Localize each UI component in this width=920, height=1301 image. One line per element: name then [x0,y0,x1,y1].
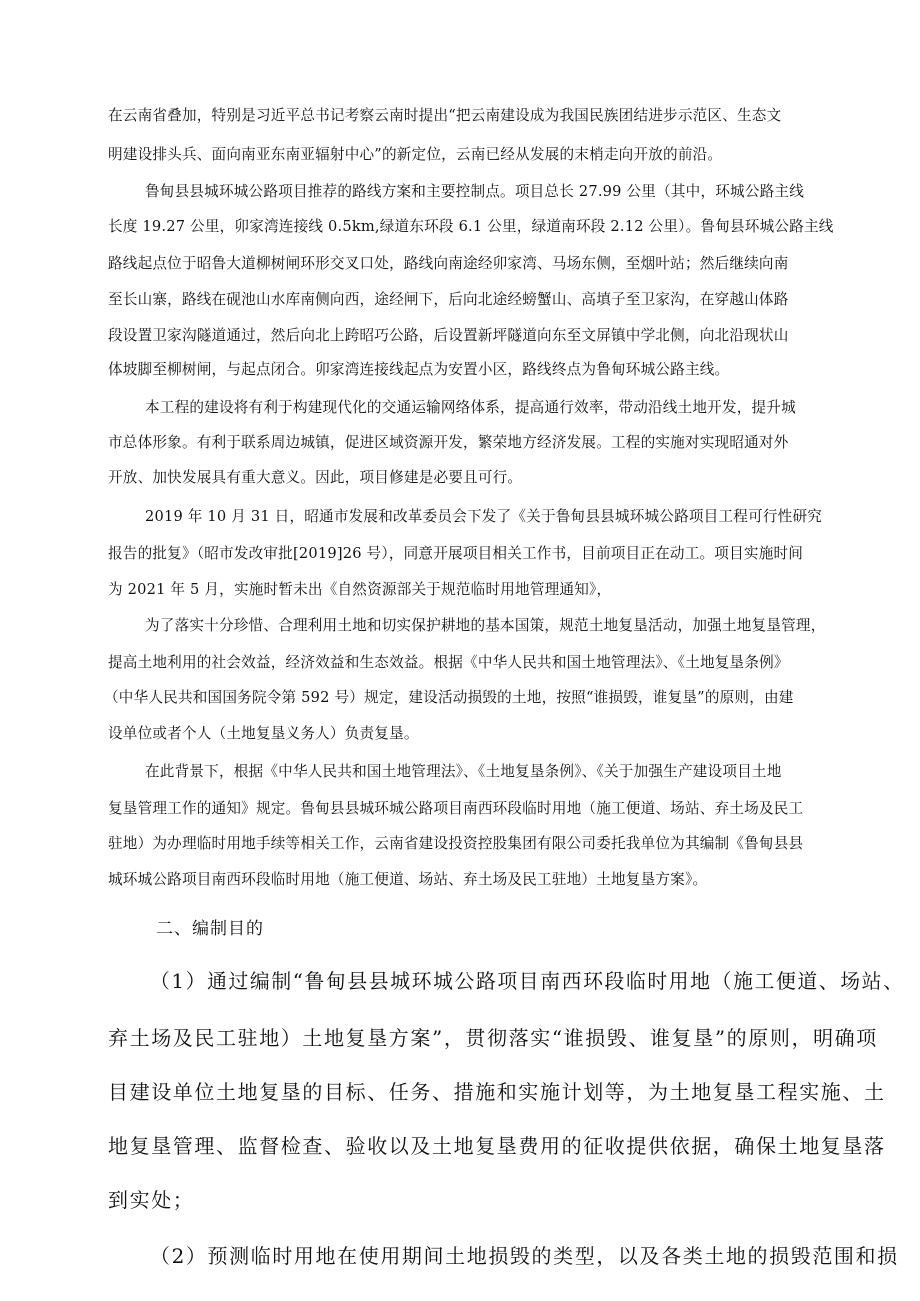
text-line: 设单位或者个人（土地复垦义务人）负责复垦。 [108,725,419,742]
text-line: 地复垦管理、监督检查、验收以及土地复垦费用的征收提供依据，确保土地复垦落 [108,1134,886,1158]
text-line: 为了落实十分珍惜、合理利用土地和切实保护耕地的基本国策，规范土地复垦活动，加强土地复垦管理， [145,617,826,634]
text-line: 到实处； [108,1188,195,1212]
text-line: 弃土场及民工驻地）土地复垦方案”，贯彻落实“谁损毁、谁复垦”的原则，明确项 [108,1026,878,1050]
text-line: 路线起点位于昭鲁大道柳树闸环形交叉口处，路线向南途经卯家湾、马场东侧，至烟叶站；然后继续向南 [108,255,789,272]
text-line: 体坡脚至柳树闸，与起点闭合。卯家湾连接线起点为安置小区，路线终点为鲁甸环城公路主线。 [108,361,730,378]
text-line: （1）通过编制“鲁甸县县城环城公路项目南西环段临时用地（施工便道、场站、 [150,970,905,993]
text-line: 2019 年 10 月 31 日，昭通市发展和改革委员会下发了《关于鲁甸县县城环城公路项目工程可行性研究 [145,508,823,525]
text-line: 长度 19.27 公里，卯家湾连接线 0.5km,绿道东环段 6.1 公里，绿道南环段 2.12 公里）。鲁甸县环城公路主线 [108,218,834,235]
text-line: 复垦管理工作的通知》规定。鲁甸县县城环城公路项目南西环段临时用地（施工便道、场站、弃土场及民工 [108,800,804,817]
text-line: 为 2021 年 5 月，实施时暂未出《自然资源部关于规范临时用地管理通知》， [108,581,612,598]
text-line: （中华人民共和国国务院令第 592 号）规定，建设活动损毁的土地，按照“谁损毁，谁复垦”的原则，由建 [104,689,794,706]
text-line: 驻地）为办理临时用地手续等相关工作，云南省建设投资控股集团有限公司委托我单位为其编制《鲁甸县县 [108,835,804,852]
text-line: 明建设排头兵、面向南亚东南亚辐射中心”的新定位，云南已经从发展的末梢走向开放的前沿。 [108,146,723,163]
text-line: 鲁甸县县城环城公路项目推荐的路线方案和主要控制点。项目总长 27.99 公里（其中，环城公路主线 [145,183,805,200]
text-line: 市总体形象。有利于联系周边城镇，促进区域资源开发，繁荣地方经济发展。工程的实施对实现昭通对外 [108,434,789,451]
text-line: 城环城公路项目南西环段临时用地（施工便道、场站、弃土场及民工驻地）土地复垦方案》。 [108,871,708,888]
text-line: 在此背景下，根据《中华人民共和国土地管理法》、《土地复垦条例》、《关于加强生产建设项目土地 [145,763,782,780]
text-line: 本工程的建设将有利于构建现代化的交通运输网络体系，提高通行效率，带动沿线土地开发，提升城 [145,399,796,416]
text-line: （2）预测临时用地在使用期间土地损毁的类型，以及各类土地的损毁范围和损 [150,1244,899,1268]
text-line: 报告的批复》（昭市发改审批[2019]26 号），同意开展项目相关工作书，目前项目正在动工。项目实施时间 [108,545,804,562]
text-line: 段设置卫家沟隧道通过，然后向北上跨昭巧公路，后设置新坪隧道向东至文屏镇中学北侧，向北沿现状山 [108,327,789,344]
text-line: 至长山寨，路线在砚池山水库南侧向西，途经闸下，后向北途经螃蟹山、高填子至卫家沟，在穿越山体路 [108,291,789,308]
text-line: 在云南省叠加，特别是习近平总书记考察云南时提出“把云南建设成为我国民族团结进步示范区、生态文 [108,107,782,124]
text-line: 提高土地利用的社会效益，经济效益和生态效益。根据《中华人民共和国土地管理法》、《土地复垦条例》 [108,654,789,671]
section-heading: 二、编制目的 [156,919,264,939]
text-line: 开放、加快发展具有重大意义。因此，项目修建是必要且可行。 [108,469,523,486]
text-line: 目建设单位土地复垦的目标、任务、措施和实施计划等，为土地复垦工程实施、土 [108,1080,886,1104]
